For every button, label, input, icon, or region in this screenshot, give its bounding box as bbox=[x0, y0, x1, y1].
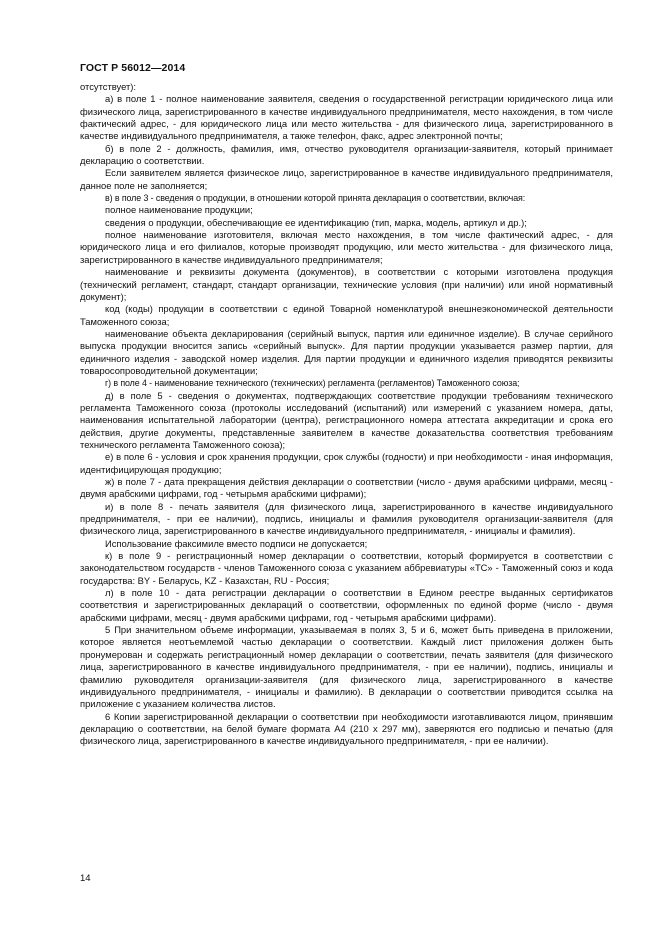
paragraph: наименование объекта декларирования (серийный выпуск, партия или единичное изделие). В случае серийного выпуска продукции вносится запись «серийный выпуск». Для партии продукции указывается размер партии, для единичного изделия - заводской номер изделия. Для партии продукции и единичного изделия приводятся реквизиты товаросопроводительной документации; bbox=[80, 327, 613, 376]
paragraph: д) в поле 5 - сведения о документах, подтверждающих соответствие продукции требованиям технического регламента Таможенного союза (протоколы исследований (испытаний) или измерений с указанием номера, даты, наименования испытательной лаборатории (центра), регистрационного номера аттестата аккредитации и срока его действия, другие документы, представленные заявителем в качестве доказательства соответствия требованиям технического регламента Таможенного союза); bbox=[80, 389, 613, 450]
paragraph: л) в поле 10 - дата регистрации декларации о соответствии в Едином реестре выданных сертификатов соответствия и зарегистрированных деклараций о соответствии, оформленных по единой форме (число - двумя арабскими цифрами, месяц - двумя арабскими цифрами, год - четырьмя арабскими цифрами). bbox=[80, 587, 613, 623]
paragraph: б) в поле 2 - должность, фамилия, имя, отчество руководителя организации-заявителя, который принимает декларацию о соответствии. bbox=[80, 142, 613, 167]
page-number: 14 bbox=[80, 873, 91, 884]
paragraph: сведения о продукции, обеспечивающие ее идентификацию (тип, марка, модель, артикул и др.); bbox=[105, 216, 527, 228]
paragraph: в) в поле 3 - сведения о продукции, в отношении которой принята декларация о соответствии, включая: bbox=[105, 193, 526, 204]
paragraph: Если заявителем является физическое лицо, зарегистрированное в качестве индивидуального предпринимателя, данное поле не заполняется; bbox=[80, 167, 613, 191]
paragraph: полное наименование изготовителя, включая место нахождения, в том числе фактический адрес, - для юридического лица и его филиалов, которые производят продукцию, или место жительства - для физического лица, зарегистрированного в качестве индивидуального предпринимателя; bbox=[80, 229, 613, 265]
document-body bbox=[80, 81, 613, 748]
paragraph: и) в поле 8 - печать заявителя (для физического лица, зарегистрированного в качестве индивидуального предпринимателя, - при ее наличии), подпись, инициалы и фамилия руководителя организации-заявителя (для физического лица, зарегистрированного в качестве индивидуального предпринимателя, - инициалы и фамилия). bbox=[80, 500, 613, 537]
paragraph: отсутствует): bbox=[80, 81, 137, 92]
paragraph: а) в поле 1 - полное наименование заявителя, сведения о государственной регистрации юридического лица или физического лица, зарегистрированного в качестве индивидуального предпринимателя, место нахождения, в том числе фактический адрес, - для юридического лица или место жительства - для физического лица, зарегистрированного в качестве индивидуального предпринимателя, а также телефон, факс, адрес электронной почты; bbox=[80, 93, 613, 142]
document-header: ГОСТ Р 56012—2014 bbox=[80, 62, 186, 74]
paragraph: наименование и реквизиты документа (документов), в соответствии с которыми изготовлена продукция (технический регламент, стандарт, стандарт организации, технические условия (при наличии) или иной нормативный документ); bbox=[80, 266, 613, 302]
paragraph: ж) в поле 7 - дата прекращения действия декларации о соответствии (число - двумя арабскими цифрами, месяц - двумя арабскими цифрами, год - четырьмя арабскими цифрами); bbox=[80, 476, 613, 500]
paragraph: Использование факсимиле вместо подписи не допускается; bbox=[105, 537, 368, 549]
paragraph: г) в поле 4 - наименование технического (технических) регламента (регламентов) Таможенного союза; bbox=[105, 378, 520, 389]
paragraph: к) в поле 9 - регистрационный номер декларации о соответствии, который формируется в соответствии с законодательством государств - членов Таможенного союза с указанием аббревиатуры «ТС» - Таможенный союз и кода государства: BY - Беларусь, KZ - Казахстан, RU - Россия; bbox=[80, 550, 613, 586]
paragraph: полное наименование продукции; bbox=[105, 204, 253, 216]
paragraph: 5 При значительном объеме информации, указываемая в полях 3, 5 и 6, может быть приведена в приложении, которое является неотъемлемой частью декларации о соответствии. Каждый лист приложения должен быть пронумерован и содержать регистрационный номер декларации о соответствии, печать заявителя (для физического лица, зарегистрированного в качестве индивидуального предпринимателя, - при ее наличии), подпись, инициалы и фамилию руководителя организации-заявителя (для физического лица, зарегистрированного в качестве индивидуального предпринимателя, - инициалы и фамилию). В декларации о соответствии приводится ссылка на приложение с указанием количества листов. bbox=[80, 624, 613, 710]
paragraph: код (коды) продукции в соответствии с единой Товарной номенклатурой внешнеэкономической деятельности Таможенного союза; bbox=[80, 303, 613, 327]
paragraph: е) в поле 6 - условия и срок хранения продукции, срок службы (годности) и при необходимости - иная информация, идентифицирующая продукцию; bbox=[80, 451, 613, 475]
paragraph: 6 Копии зарегистрированной декларации о соответствии при необходимости изготавливаются лицом, принявшим декларацию о соответствии, на белой бумаге формата А4 (210 х 297 мм), заверяются его подписью и печатью (для физического лица, зарегистрированного в качестве индивидуального предпринимателя, - при ее наличии). bbox=[80, 710, 613, 747]
